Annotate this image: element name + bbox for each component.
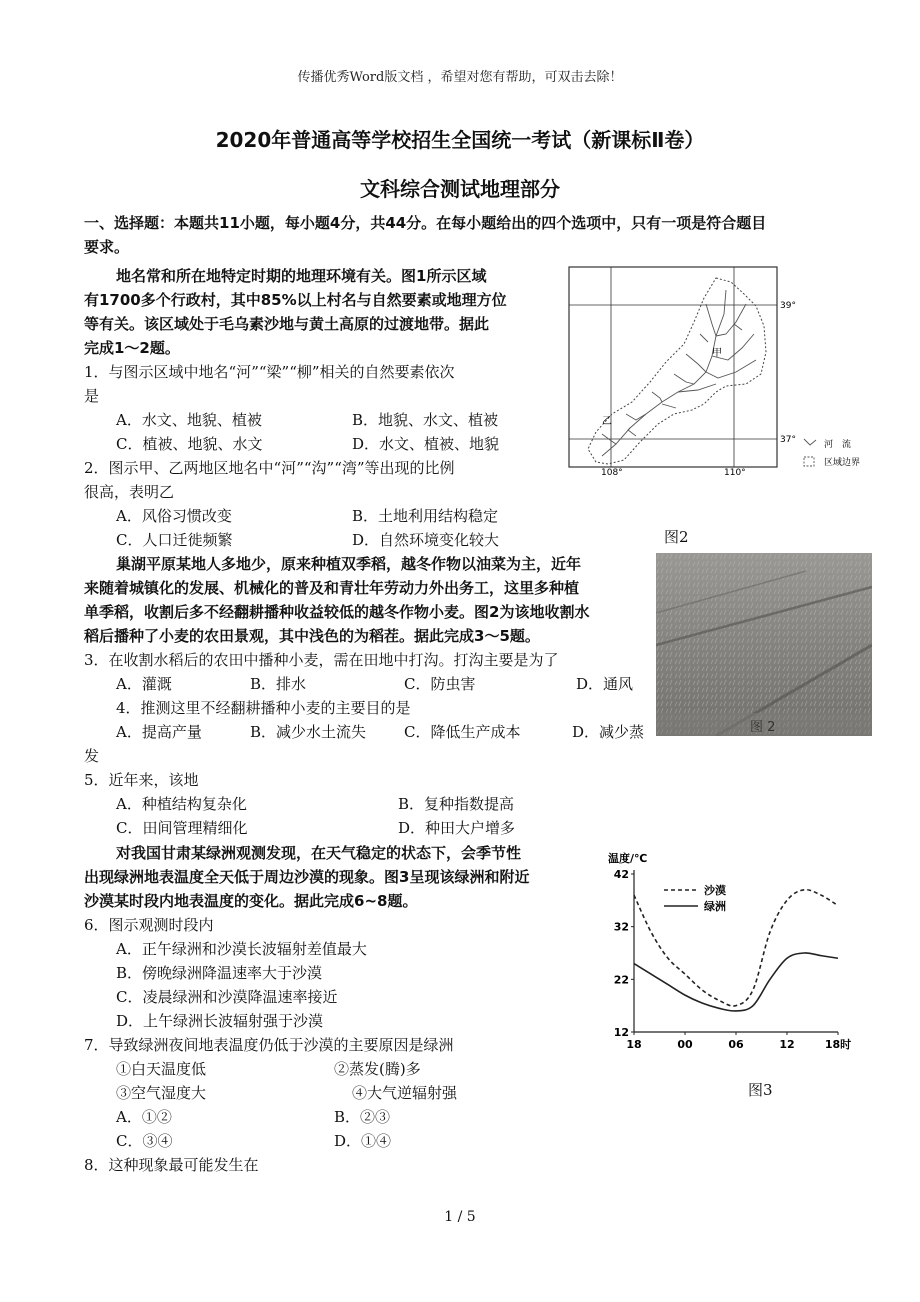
chart-x-tick-label: 00 (677, 1038, 693, 1051)
question-6-option-c: C．凌晨绿洲和沙漠降温速率接近 (116, 988, 338, 1006)
chart-x-tick-label: 18 (626, 1038, 642, 1051)
question-8-stem: 8．这种现象最可能发生在 (84, 1156, 259, 1174)
question-2-option-b: B．土地利用结构稳定 (352, 507, 499, 525)
legend-border-label: 区域边界 (824, 458, 861, 468)
lon-110-label: 110° (724, 468, 746, 478)
question-1-option-a: A．水文、地貌、植被 (116, 411, 262, 429)
border-legend-icon (804, 457, 814, 466)
question-1-stem: 1．与图示区域中地名“河”“梁”“柳”相关的自然要素依次 (84, 363, 455, 381)
page-header: 传播优秀Word版文档 ，希望对您有帮助，可双击去除！ (297, 70, 623, 85)
question-2-stem: 2．图示甲、乙两地区地名中“河”“沟”“湾”等出现的比例 (84, 459, 455, 477)
passage-1-line: 地名常和所在地特定时期的地理环境有关。图1所示区域 (116, 267, 487, 285)
question-1-stem-cont: 是 (84, 387, 100, 405)
lat-39-label: 39° (780, 301, 796, 311)
question-7-option-c: C．③④ (116, 1132, 173, 1150)
question-7-stem: 7．导致绿洲夜间地表温度仍低于沙漠的主要原因是绿洲 (84, 1036, 454, 1054)
chart-x-tick-label: 18时 (824, 1038, 852, 1051)
passage-2-line: 稻后播种了小麦的农田景观，其中浅色的为稻茬。据此完成3～5题。 (84, 627, 540, 645)
exam-subtitle: 文科综合测试地理部分 (360, 177, 560, 201)
question-4-stem: 4．推测这里不经翻耕播种小麦的主要目的是 (116, 699, 411, 717)
question-6-option-d: D．上午绿洲长波辐射强于沙漠 (116, 1012, 324, 1030)
lon-108-label: 108° (601, 468, 623, 478)
region-border (588, 278, 766, 464)
question-4-option-c: C．降低生产成本 (404, 723, 521, 741)
chart-y-tick-label: 42 (613, 868, 629, 881)
chart-x-tick-label: 12 (779, 1038, 795, 1051)
question-5-option-c: C．田间管理精细化 (116, 819, 248, 837)
passage-3-line: 出现绿洲地表温度全天低于周边沙漠的现象。图3呈现该绿洲和附近 (84, 868, 530, 886)
oasis-temperature-line (634, 953, 838, 1011)
question-2-stem-cont: 很高，表明乙 (84, 483, 175, 501)
river-network (602, 290, 756, 456)
lat-37-label: 37° (780, 435, 796, 445)
question-1-option-d: D．水文、植被、地貌 (352, 435, 500, 453)
chart-legend-label: 绿洲 (704, 900, 726, 913)
question-7-option-a: A．①② (116, 1108, 172, 1126)
question-3-option-b: B．排水 (250, 675, 307, 693)
page-number: 1 / 5 (444, 1209, 476, 1225)
passage-1-line: 等有关。该区域处于毛乌素沙地与黄土高原的过渡地带。据此 (84, 315, 490, 333)
chart-y-tick-label: 22 (613, 973, 629, 987)
question-7-statement-2: ②蒸发(腾)多 (334, 1060, 421, 1078)
question-5-option-b: B．复种指数提高 (398, 795, 515, 813)
question-4-option-a: A．提高产量 (116, 723, 202, 741)
question-4-option-d-cont: 发 (84, 747, 100, 765)
chart-y-tick-label: 12 (613, 1026, 629, 1039)
question-2-option-d: D．自然环境变化较大 (352, 531, 500, 549)
legend-river-label: 河 流 (824, 440, 852, 450)
region-map (566, 264, 866, 479)
map-caption: 图2 (664, 528, 689, 546)
question-4-option-b: B．减少水土流失 (250, 723, 367, 741)
passage-1-line: 有1700多个行政村，其中85%以上村名与自然要素或地理方位 (84, 291, 507, 309)
question-4-option-d: D．减少蒸 (572, 723, 645, 741)
question-5-option-d: D．种田大户增多 (398, 819, 516, 837)
chart-caption: 图3 (748, 1081, 773, 1099)
section-instruction: 一、选择题：本题共11小题，每小题4分，共44分。在每小题给出的四个选项中，只有一项是符合题目 (84, 214, 767, 232)
passage-3-line: 对我国甘肃某绿洲观测发现，在天气稳定的状态下，会季节性 (116, 844, 522, 862)
question-7-statement-4: ④大气逆辐射强 (352, 1084, 458, 1102)
question-3-stem: 3．在收割水稻后的农田中播种小麦，需在田地中打沟。打沟主要是为了 (84, 651, 559, 669)
passage-3-line: 沙漠某时段内地表温度的变化。据此完成6~8题。 (84, 892, 418, 910)
farmland-photo (656, 553, 872, 736)
photo-caption: 图 2 (750, 720, 776, 735)
section-instruction-cont: 要求。 (84, 238, 130, 256)
yi-label: 乙 (602, 416, 612, 427)
question-6-stem: 6．图示观测时段内 (84, 916, 214, 934)
question-5-stem: 5．近年来，该地 (84, 771, 199, 789)
passage-2-line: 单季稻，收割后多不经翻耕播种收益较低的越冬作物小麦。图2为该地收割水 (84, 603, 590, 621)
desert-temperature-line (634, 890, 838, 1006)
question-5-option-a: A．种植结构复杂化 (116, 795, 247, 813)
passage-1-line: 完成1～2题。 (84, 339, 180, 357)
river-legend-icon (804, 439, 816, 445)
chart-y-axis-label: 温度/℃ (608, 852, 648, 865)
chart-legend-label: 沙漠 (704, 884, 726, 897)
temperature-chart (600, 842, 870, 1068)
jia-label: 甲 (712, 348, 722, 359)
question-7-option-d: D．①④ (334, 1132, 392, 1150)
question-7-statement-3: ③空气湿度大 (116, 1084, 207, 1102)
chart-y-tick-label: 32 (613, 920, 629, 934)
chart-x-tick-label: 06 (728, 1038, 744, 1051)
question-3-option-a: A．灌溉 (116, 675, 172, 693)
question-3-option-c: C．防虫害 (404, 675, 476, 693)
passage-2-line: 巢湖平原某地人多地少，原来种植双季稻，越冬作物以油菜为主，近年 (116, 555, 582, 573)
question-1-option-b: B．地貌、水文、植被 (352, 411, 499, 429)
question-2-option-c: C．人口迁徙频繁 (116, 531, 233, 549)
question-1-option-c: C．植被、地貌、水文 (116, 435, 263, 453)
exam-title: 2020年普通高等学校招生全国统一考试（新课标Ⅱ卷） (215, 128, 705, 152)
question-2-option-a: A．风俗习惯改变 (116, 507, 232, 525)
passage-2-line: 来随着城镇化的发展、机械化的普及和青壮年劳动力外出务工，这里多种植 (84, 579, 580, 597)
question-6-option-b: B．傍晚绿洲降温速率大于沙漠 (116, 964, 323, 982)
question-3-option-d: D．通风 (576, 675, 634, 693)
question-6-option-a: A．正午绿洲和沙漠长波辐射差值最大 (116, 940, 367, 958)
question-7-statement-1: ①白天温度低 (116, 1060, 207, 1078)
question-7-option-b: B．②③ (334, 1108, 391, 1126)
